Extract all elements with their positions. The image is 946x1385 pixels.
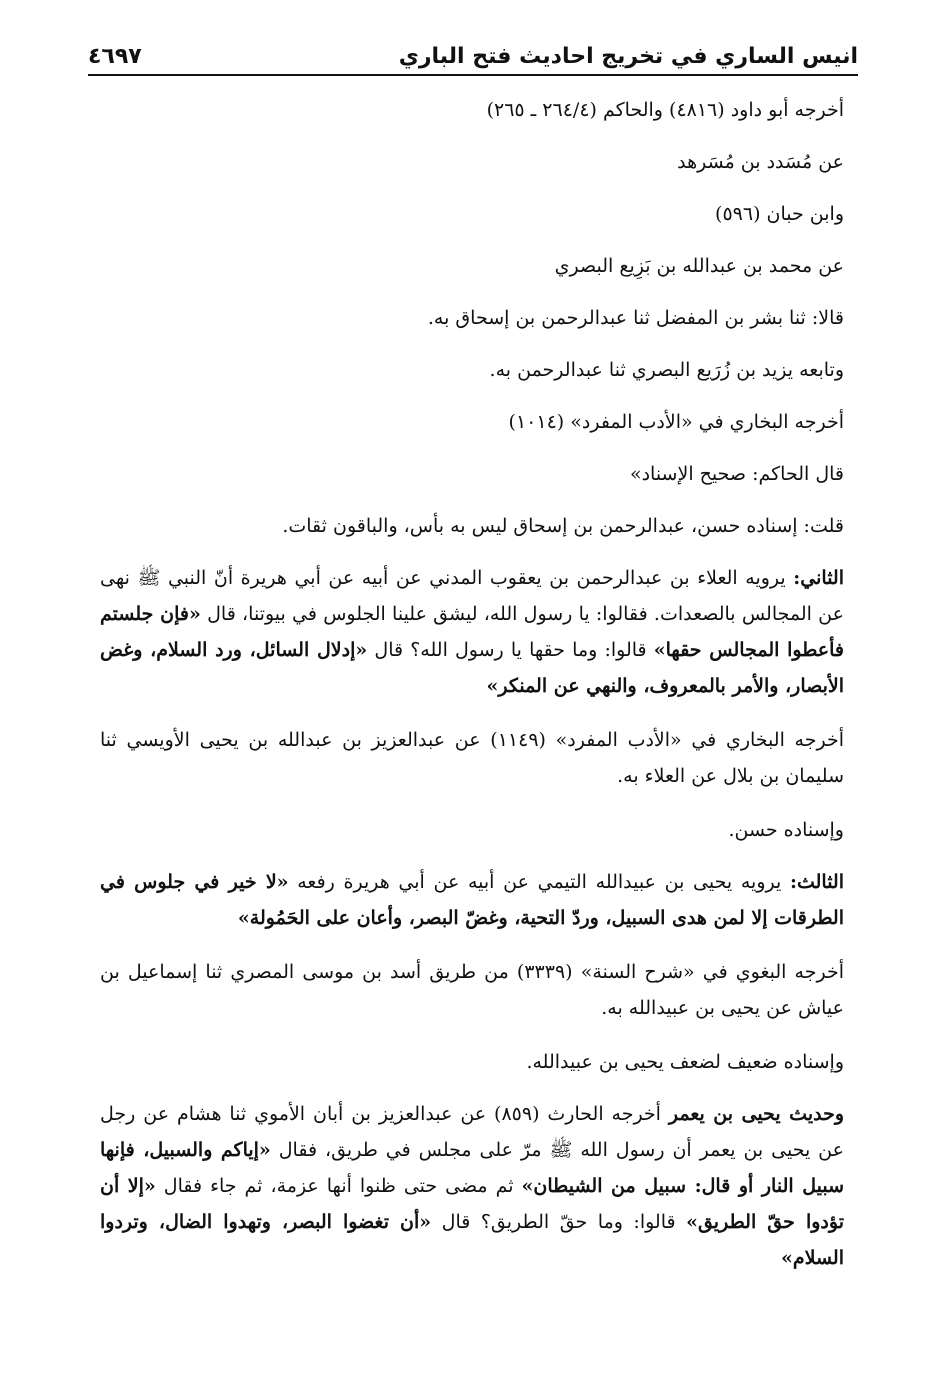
running-title: انيس الساري في تخريج احاديث فتح الباري: [398, 44, 858, 69]
paragraph-5: قالا: ثنا بشر بن المفضل ثنا عبدالرحمن بن إسحاق به.: [427, 307, 844, 329]
text-run: يرويه يحيى بن عبيدالله التيمي عن أبيه عن أبي هريرة رفعه: [288, 871, 790, 893]
paragraph-4: عن محمد بن عبدالله بن بَزِيع البصري: [554, 255, 844, 277]
paragraph-15: وإسناده ضعيف لضعف يحيى بن عبيدالله.: [526, 1051, 844, 1073]
page-header: [88, 28, 858, 72]
text-run: ثم مضى حتى ظنوا أنها عزمة، ثم جاء فقال: [155, 1175, 522, 1197]
paragraph-6: وتابعه يزيد بن زُرَيع البصري ثنا عبدالرحمن به.: [489, 359, 844, 381]
paragraph-second-hadith: [100, 560, 844, 704]
section-label-third: الثالث:: [789, 871, 845, 893]
hadith-quote: «فإن جلستم فأعطوا المجالس حقها»: [100, 603, 845, 661]
paragraph-9: قلت: إسناده حسن، عبدالرحمن بن إسحاق ليس به بأس، والباقون ثقات.: [282, 515, 844, 537]
hadith-quote: «لا خير في جلوس في الطرقات إلا لمن هدى السبيل، وردّ التحية، وغضّ البصر، وأعان على الحَمُولة»: [100, 871, 844, 929]
page-body: [100, 92, 844, 1294]
page-number: ٤٦٩٧: [88, 44, 142, 69]
hadith-quote: «إدلال السائل، ورد السلام، وغض الأبصار، والأمر بالمعروف، والنهي عن المنكر»: [100, 639, 844, 697]
paragraph-12: وإسناده حسن.: [728, 819, 844, 841]
hadith-quote: «إياكم والسبيل، فإنها سبيل النار أو قال: سبيل من الشيطان»: [100, 1139, 844, 1197]
paragraph-2: عن مُسَدد بن مُسَرهد: [677, 151, 844, 173]
paragraph-7: أخرجه البخاري في «الأدب المفرد» (١٠١٤): [508, 411, 844, 433]
paragraph-1: أخرجه أبو داود (٤٨١٦) والحاكم (٢٦٤/٤ ـ ٢٦٥): [486, 99, 844, 121]
section-label-second: الثاني:: [793, 567, 844, 589]
paragraph-14: أخرجه البغوي في «شرح السنة» (٣٣٣٩) من طريق أسد بن موسى المصري ثنا إسماعيل بن عياش عن يحيى بن عبيدالله به.: [100, 961, 845, 1019]
header-rule: [88, 74, 858, 76]
paragraph-yahya-hadith: [100, 1096, 844, 1276]
text-run: قالوا: وما حقّ الطريق؟ قال: [431, 1211, 687, 1233]
paragraph-third-hadith: [100, 864, 844, 936]
text-run: قالوا: وما حقها يا رسول الله؟ قال: [367, 639, 654, 661]
text-run: يرويه العلاء بن عبدالرحمن بن يعقوب المدني عن أبيه عن أبي هريرة أنّ النبي ﷺ نهى عن المجالس بالصعدات. فقالوا: يا رسول الله، ليشق علينا الجلوس في بيوتنا، قال: [100, 567, 844, 625]
paragraph-8: قال الحاكم: صحيح الإسناد»: [629, 463, 844, 485]
section-label-yahya: وحديث يحيى بن يعمر: [668, 1103, 844, 1125]
hadith-quote: «إلا أن تؤدوا حقّ الطريق»: [100, 1175, 844, 1233]
paragraph-3: وابن حبان (٥٩٦): [715, 203, 844, 225]
text-run: أخرجه الحارث (٨٥٩) عن عبدالعزيز بن أبان الأموي ثنا هشام عن رجل عن يحيى بن يعمر أن رسول الله ﷺ مرّ على مجلس في طريق، فقال: [100, 1103, 844, 1161]
paragraph-11: أخرجه البخاري في «الأدب المفرد» (١١٤٩) عن عبدالعزيز بن عبدالله بن يحيى الأويسي ثنا سليمان بن بلال عن العلاء به.: [100, 729, 844, 787]
hadith-quote: «أن تغضوا البصر، وتهدوا الضال، وتردوا السلام»: [100, 1211, 844, 1269]
